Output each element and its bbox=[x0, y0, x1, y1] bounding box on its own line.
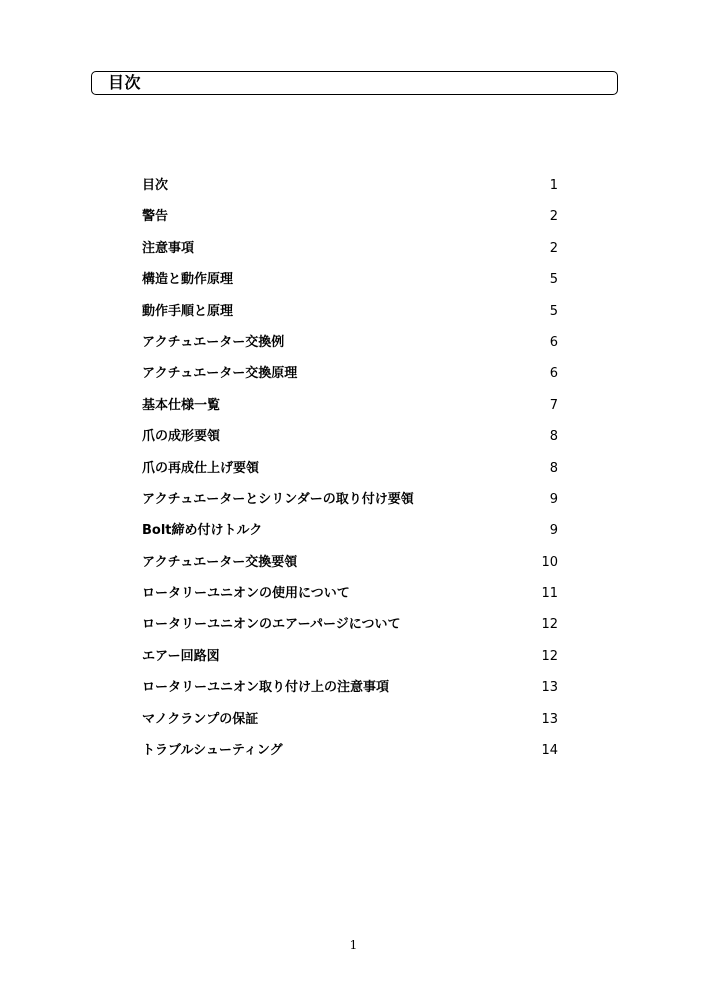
page-number: 1 bbox=[349, 938, 358, 952]
toc-entry-label: アクチュエーター交換例 bbox=[142, 334, 285, 350]
toc-entry[interactable] bbox=[142, 396, 558, 427]
toc-entry-page: 9 bbox=[549, 523, 558, 539]
toc-entry[interactable] bbox=[142, 302, 558, 333]
toc-entry-page: 8 bbox=[549, 429, 558, 445]
toc-entry[interactable] bbox=[142, 427, 558, 458]
toc-entry-page: 11 bbox=[541, 586, 558, 602]
toc-entry[interactable] bbox=[142, 553, 558, 584]
toc-entry-label: 警告 bbox=[142, 209, 169, 225]
toc-entry-label: 動作手順と原理 bbox=[142, 303, 234, 319]
toc-entry-page: 12 bbox=[541, 648, 558, 664]
toc-entry-label: 爪の成形要領 bbox=[142, 429, 221, 445]
table-of-contents bbox=[142, 176, 558, 772]
toc-entry[interactable] bbox=[142, 678, 558, 709]
toc-entry-label: アクチュエーター交換原理 bbox=[142, 366, 298, 382]
toc-entry-page: 6 bbox=[549, 334, 558, 350]
toc-entry[interactable] bbox=[142, 239, 558, 270]
toc-entry-label: ロータリーユニオン取り付け上の注意事項 bbox=[142, 680, 390, 696]
toc-entry-page: 10 bbox=[541, 554, 558, 570]
toc-entry-page: 2 bbox=[549, 240, 558, 256]
toc-entry-label: ロータリーユニオンのエアーパージについて bbox=[142, 617, 401, 633]
toc-entry-page: 14 bbox=[541, 743, 558, 759]
toc-entry[interactable] bbox=[142, 741, 558, 772]
toc-entry-label: Bolt締め付けトルク bbox=[142, 523, 263, 539]
toc-entry-page: 5 bbox=[549, 303, 558, 319]
toc-entry-page: 12 bbox=[541, 617, 558, 633]
section-header-box bbox=[91, 71, 618, 95]
toc-entry-page: 5 bbox=[549, 272, 558, 288]
toc-entry[interactable] bbox=[142, 647, 558, 678]
toc-entry[interactable] bbox=[142, 615, 558, 646]
toc-entry-label: 爪の再成仕上げ要領 bbox=[142, 460, 260, 476]
toc-entry[interactable] bbox=[142, 710, 558, 741]
toc-entry[interactable] bbox=[142, 490, 558, 521]
toc-entry[interactable] bbox=[142, 521, 558, 552]
toc-entry-label: 構造と動作原理 bbox=[142, 272, 234, 288]
toc-entry-page: 8 bbox=[549, 460, 558, 476]
toc-entry[interactable] bbox=[142, 207, 558, 238]
toc-entry-page: 9 bbox=[549, 491, 558, 507]
toc-entry-label: エアー回路図 bbox=[142, 648, 220, 664]
toc-entry-label: ロータリーユニオンの使用について bbox=[142, 586, 350, 602]
toc-entry[interactable] bbox=[142, 333, 558, 364]
toc-entry-label: マノクランプの保証 bbox=[142, 711, 259, 727]
toc-entry-label: 注意事項 bbox=[142, 240, 195, 256]
toc-entry-page: 13 bbox=[541, 711, 558, 727]
toc-entry[interactable] bbox=[142, 364, 558, 395]
section-title: 目次 bbox=[108, 73, 142, 92]
toc-entry-page: 1 bbox=[549, 178, 558, 193]
toc-entry-page: 2 bbox=[549, 209, 558, 225]
toc-entry[interactable] bbox=[142, 176, 558, 207]
toc-entry[interactable] bbox=[142, 270, 558, 301]
toc-entry-page: 13 bbox=[541, 680, 558, 696]
toc-entry-label: アクチュエーターとシリンダーの取り付け要領 bbox=[142, 491, 414, 507]
toc-entry[interactable] bbox=[142, 584, 558, 615]
toc-entry-label: トラブルシューティング bbox=[142, 743, 283, 759]
toc-entry-label: アクチュエーター交換要領 bbox=[142, 554, 298, 570]
toc-entry-page: 6 bbox=[549, 366, 558, 382]
toc-entry-label: 目次 bbox=[142, 178, 169, 193]
toc-entry-label: 基本仕様一覧 bbox=[142, 397, 221, 413]
toc-entry[interactable] bbox=[142, 459, 558, 490]
toc-entry-page: 7 bbox=[549, 397, 558, 413]
